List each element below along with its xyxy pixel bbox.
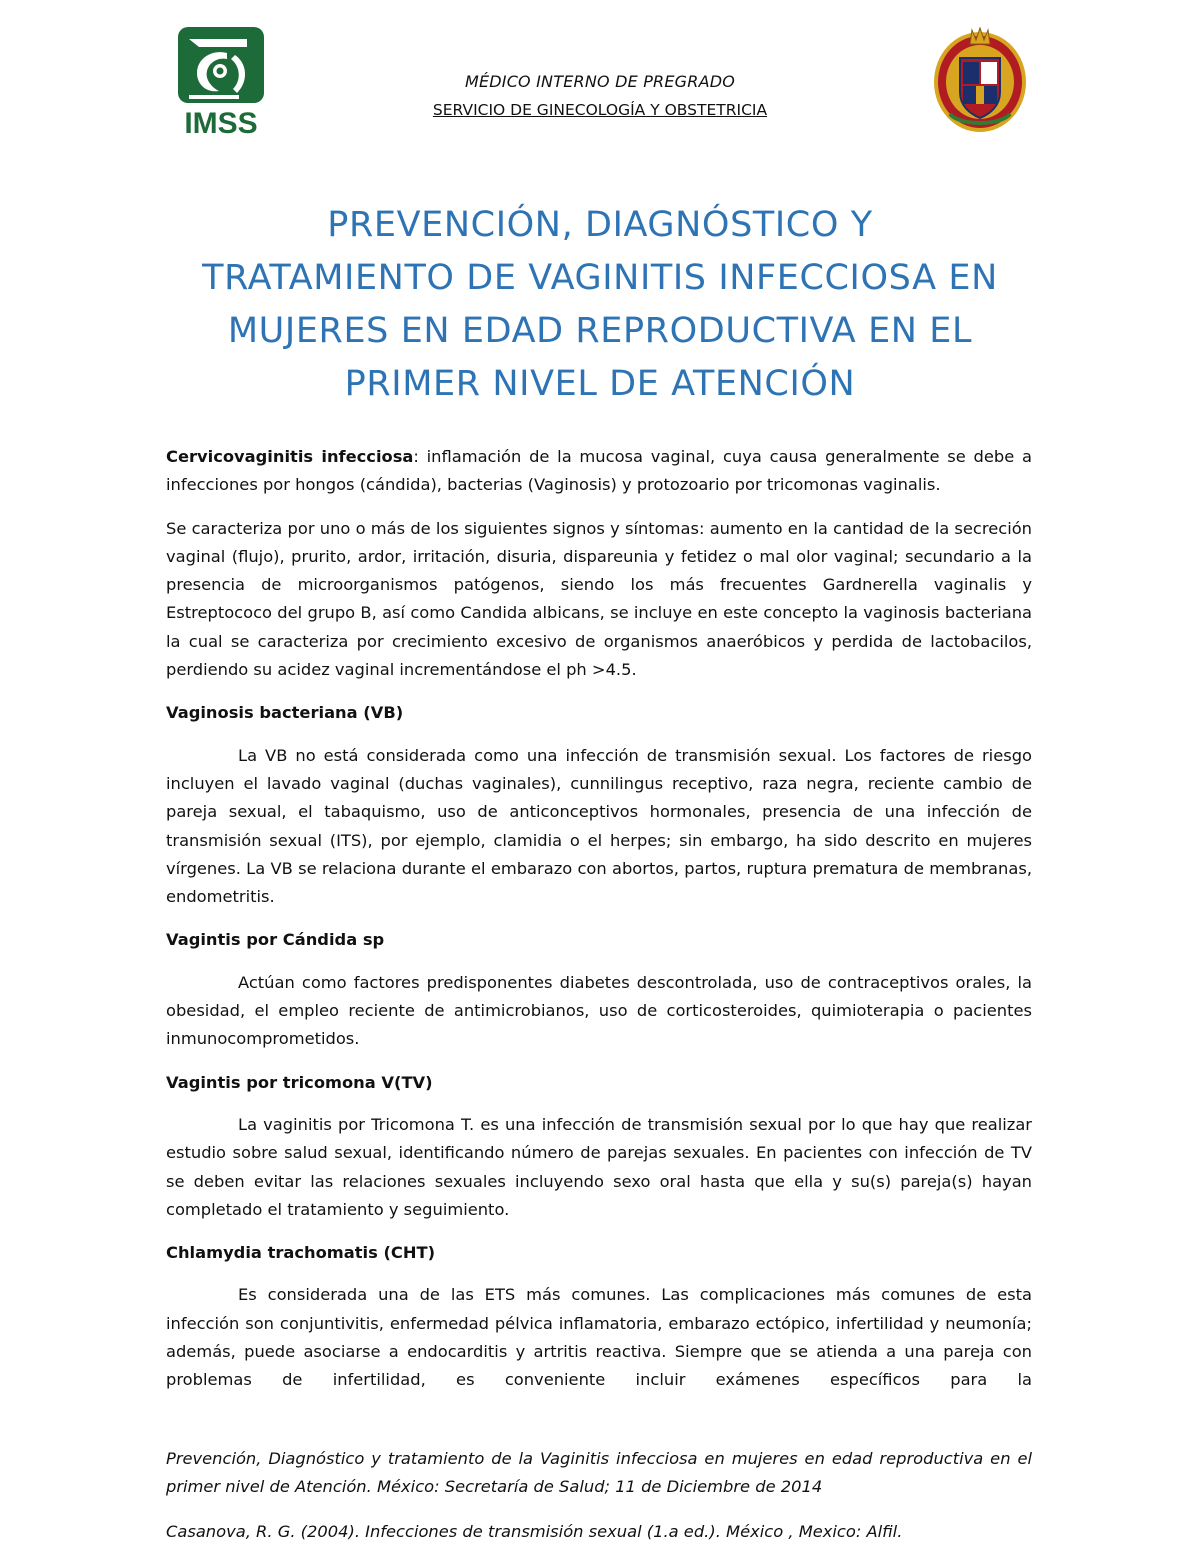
characterization-paragraph: Se caracteriza por uno o más de los siguientes signos y síntomas: aumento en la cantidad de la secreción vaginal (flujo), prurito, ardor, irritación, disuria, dispareunia y fetidez o mal olor vaginal; secundario a la presencia de microorganismos patógenos, siendo los más frecuentes Gardnerella vaginalis y Estreptococo del grupo B, así como Candida albicans, se incluye en este concepto la vaginosis bacteriana la cual se caracteriza por crecimiento excesivo de organismos anaeróbicos y perdida de lactobacilos, perdiendo su acidez vaginal incrementándose el ph >4.5.	[166, 518, 1032, 680]
section-heading-cht: Chlamydia trachomatis (CHT)	[166, 1243, 436, 1263]
reference-item: Casanova, R. G. (2004). Infecciones de transmisión sexual (1.a ed.). México , Mexico: Alfil.	[166, 1521, 903, 1541]
cht-paragraph: Es considerada una de las ETS más comunes. Las complicaciones más comunes de esta infección son conjuntivitis, enfermedad pélvica inflamatoria, embarazo ectópico, infertilidad y neumonía; además, puede asociarse a endocarditis y artritis reactiva. Siempre que se atienda a una pareja con problemas de infertilidad, es conveniente incluir exámenes específicos para la	[166, 1285, 1032, 1390]
intro-term: Cervicovaginitis infecciosa	[166, 447, 414, 466]
imss-logo-text: IMSS	[184, 107, 258, 137]
candida-paragraph: Actúan como factores predisponentes diabetes descontrolada, uso de contraceptivos orales, la obesidad, el empleo reciente de antimicrobianos, uso de corticosteroides, quimioterapia o pacientes inmunocomprometidos.	[166, 972, 1032, 1049]
document-body	[166, 443, 1032, 1395]
header-line-intern: MÉDICO INTERNO DE PREGRADO	[464, 72, 736, 91]
title-line: PRIMER NIVEL DE ATENCIÓN	[344, 364, 856, 404]
title-line: MUJERES EN EDAD REPRODUCTIVA EN EL	[227, 311, 973, 351]
document-title	[130, 199, 1070, 411]
title-line: PREVENCIÓN, DIAGNÓSTICO Y	[327, 205, 873, 245]
university-seal	[930, 22, 1030, 137]
reference-item: Prevención, Diagnóstico y tratamiento de la Vaginitis infecciosa en mujeres en edad reproductiva en el primer nivel de Atención. México: Secretaría de Salud; 11 de Diciembre de 2014	[166, 1449, 1032, 1497]
intro-text: : inflamación de la mucosa vaginal, cuya causa generalmente se debe a infecciones por hongos (cándida), bacterias (Vaginosis) y protozoario por tricomonas vaginalis.	[166, 447, 1032, 495]
references	[166, 1445, 1032, 1562]
title-line: TRATAMIENTO DE VAGINITIS INFECCIOSA EN	[202, 258, 998, 298]
imss-logo	[175, 25, 267, 137]
tv-paragraph: La vaginitis por Tricomona T. es una infección de transmisión sexual por lo que hay que realizar estudio sobre salud sexual, identificando número de parejas sexuales. En pacientes con infección de TV se deben evitar las relaciones sexuales incluyendo sexo oral hasta que ella y su(s) pareja(s) hayan completado el tratamiento y seguimiento.	[166, 1114, 1032, 1219]
section-heading-vb: Vaginosis bacteriana (VB)	[166, 703, 404, 723]
header-line-service: SERVICIO DE GINECOLOGÍA Y OBSTETRICIA	[432, 101, 768, 119]
vb-paragraph: La VB no está considerada como una infección de transmisión sexual. Los factores de riesgo incluyen el lavado vaginal (duchas vaginales), cunnilingus receptivo, raza negra, reciente cambio de pareja sexual, el tabaquismo, uso de anticonceptivos hormonales, presencia de una infección de transmisión sexual (ITS), por ejemplo, clamidia o el herpes; sin embargo, ha sido descrito en mujeres vírgenes. La VB se relaciona durante el embarazo con abortos, partos, ruptura prematura de membranas, endometritis.	[166, 745, 1032, 907]
intro-paragraph	[166, 443, 1032, 500]
section-heading-tv: Vagintis por tricomona V(TV)	[166, 1072, 433, 1092]
section-heading-candida: Vagintis por Cándida sp	[166, 930, 385, 950]
